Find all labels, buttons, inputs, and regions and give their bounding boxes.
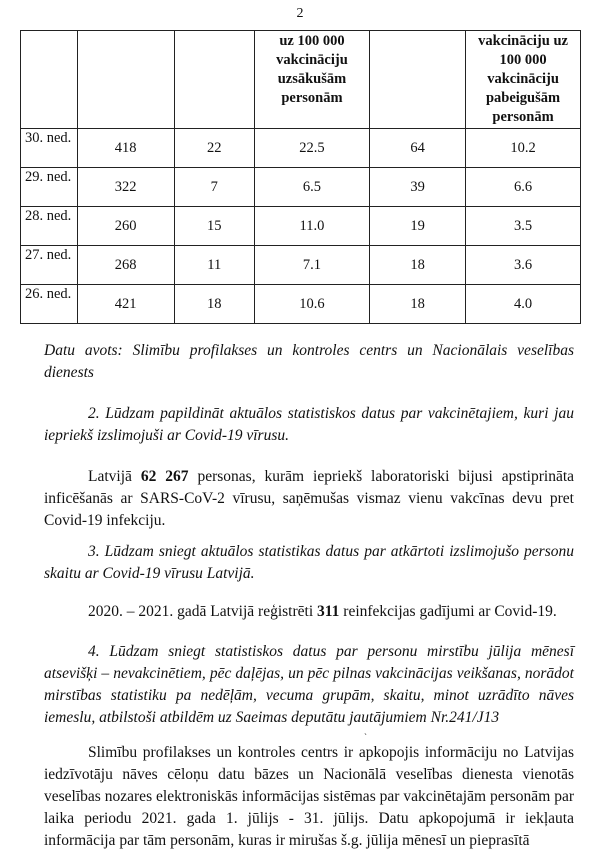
table-cell: 268 [77, 246, 174, 285]
statistics-table [20, 30, 581, 324]
question-3: 3. Lūdzam sniegt aktuālos statistikas datus par atkārtoti izslimojušo personu skaitu ar Covid-19 vīrusu Latvijā. [44, 543, 574, 582]
table-row [21, 129, 581, 168]
table-cell: 18 [370, 285, 466, 324]
week-cell: 26. ned. [21, 285, 78, 324]
table-cell: 10.6 [254, 285, 369, 324]
question-4: 4. Lūdzam sniegt statistiskos datus par personu mirstību jūlija mēnesī atsevišķi – nevakcinētiem, pēc daļējas, un pēc pilnas vakcinācijas veikšanas, norādot mirstības statistiku pa nedēļām, vecuma grupām, skaitu, minot uzrādīto nāves iemeslu, atbilstoši atbildēm uz Saeimas deputātu jautājumiem Nr.241/J13 [44, 643, 574, 726]
table-cell: 22.5 [254, 129, 369, 168]
table-cell: 418 [77, 129, 174, 168]
table-cell: 4.0 [466, 285, 581, 324]
header-cell: vakcināciju uz 100 000 vakcināciju pabeigušām personām [466, 31, 581, 129]
table-cell: 260 [77, 207, 174, 246]
table-cell: 18 [370, 246, 466, 285]
table-row [21, 285, 581, 324]
table-cell: 39 [370, 168, 466, 207]
table-cell: 22 [174, 129, 254, 168]
answer-2-text-before: Latvijā [88, 468, 141, 485]
answer-3-count: 311 [317, 603, 340, 620]
table-cell: 322 [77, 168, 174, 207]
table-cell: 3.5 [466, 207, 581, 246]
table-cell: 6.6 [466, 168, 581, 207]
week-cell: 30. ned. [21, 129, 78, 168]
answer-2-text-after: personas, kurām iepriekš laboratoriski bijusi apstiprināta inficēšanās ar SARS-CoV-2 vīrusu, saņēmušas vismaz vienu vakcīnas devu pret Covid-19 infekciju. [44, 468, 575, 529]
week-cell: 29. ned. [21, 168, 78, 207]
table-cell: 11.0 [254, 207, 369, 246]
table-header-row [21, 31, 581, 129]
table-cell: 15 [174, 207, 254, 246]
answer-3 [44, 601, 574, 623]
table-cell: 11 [174, 246, 254, 285]
week-cell: 27. ned. [21, 246, 78, 285]
question-2: 2. Lūdzam papildināt aktuālos statistiskos datus par vakcinētajiem, kuri jau iepriekš izslimojuši ar Covid-19 vīrusu. [44, 405, 574, 444]
table-cell: 421 [77, 285, 174, 324]
table-row [21, 207, 581, 246]
stray-mark: ` [364, 732, 367, 742]
table-cell: 7.1 [254, 246, 369, 285]
answer-4: Slimību profilakses un kontroles centrs ir apkopojis informāciju no Latvijas iedzīvotāju nāves cēloņu datu bāzes un Nacionālā veselības dienesta vienotās veselības nozares elektroniskās informācijas sistēmas par vakcinētajām personām par laika periodu 2021. gada 1. jūlijs - 31. jūlijs. Datu apkopojumā ir iekļauta informācija par tām personām, kuras ir mirušas š.g. jūlija mēnesī un pieprasītā [44, 744, 574, 849]
page-number: 2 [296, 6, 304, 21]
header-cell [370, 31, 466, 129]
table-row [21, 168, 581, 207]
table-cell: 7 [174, 168, 254, 207]
week-cell: 28. ned. [21, 207, 78, 246]
header-cell [77, 31, 174, 129]
answer-3-text-after: reinfekcijas gadījumi ar Covid-19. [339, 603, 557, 620]
header-cell [21, 31, 78, 129]
table-cell: 19 [370, 207, 466, 246]
header-cell: uz 100 000 vakcināciju uzsākušām personām [254, 31, 369, 129]
table-cell: 6.5 [254, 168, 369, 207]
answer-2 [44, 466, 574, 532]
table-cell: 3.6 [466, 246, 581, 285]
table-row [21, 246, 581, 285]
table-cell: 64 [370, 129, 466, 168]
table-cell: 18 [174, 285, 254, 324]
source-note: Datu avots: Slimību profilakses un kontroles centrs un Nacionālais veselības dienests [44, 342, 574, 381]
table-cell: 10.2 [466, 129, 581, 168]
answer-2-count: 62 267 [140, 468, 189, 485]
answer-3-text-before: 2020. – 2021. gadā Latvijā reģistrēti [88, 603, 317, 620]
header-cell [174, 31, 254, 129]
